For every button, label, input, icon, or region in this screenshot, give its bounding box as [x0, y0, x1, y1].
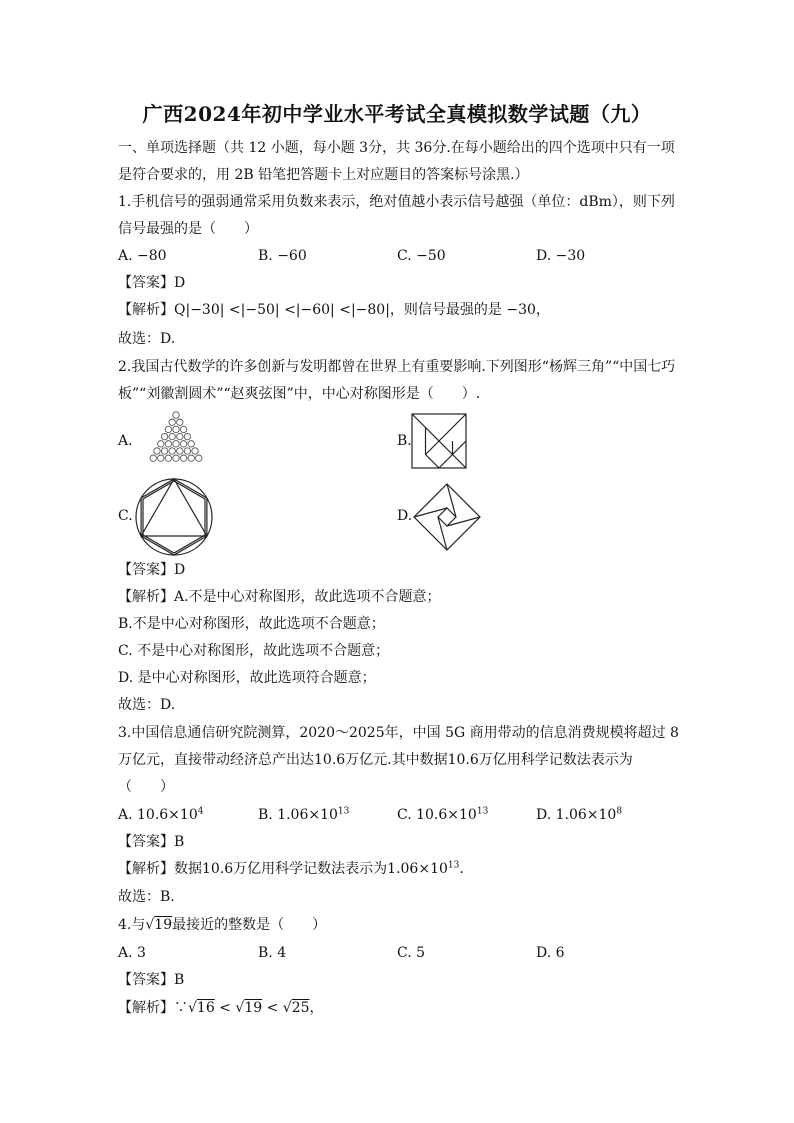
q4-answer: 【答案】B	[118, 972, 185, 988]
q2-label-d: D.	[397, 508, 413, 524]
triangle-circle	[161, 433, 167, 439]
q1-option-c: C. −50	[397, 248, 446, 264]
q3-stem-line3: （ ）	[118, 779, 174, 795]
triangle-circle	[169, 433, 175, 439]
triangle-circle	[169, 448, 175, 454]
page-title: 广西2024年初中学业水平考试全真模拟数学试题（九）	[142, 102, 652, 126]
triangle-circle	[180, 441, 186, 447]
q2-label-b: B.	[397, 433, 412, 449]
sqrt-icon: √	[282, 1000, 292, 1016]
q2-stem-line2: 板”“刘徽割圆术”“赵爽弦图”中，中心对称图形是（ ）.	[118, 386, 481, 402]
q2-stem-line1: 2.我国古代数学的许多创新与发明都曾在世界上有重要影响.下列图形“杨辉三角”“中国七巧	[118, 359, 676, 375]
triangle-circle	[169, 419, 175, 425]
tangram-figure	[410, 412, 468, 470]
triangle-circle	[158, 441, 164, 447]
q2-analysis-a: 【解析】A.不是中心对称图形，故此选项不合题意；	[118, 589, 441, 605]
triangle-circle	[165, 426, 171, 432]
q2-analysis-c: C. 不是中心对称图形，故此选项不合题意；	[118, 643, 390, 659]
triangle-circle	[161, 448, 167, 454]
triangle-circle	[173, 455, 179, 461]
q4-option-b: B. 4	[258, 945, 287, 961]
triangle-circle	[165, 455, 171, 461]
triangle-circle	[188, 455, 194, 461]
q3-analysis: 【解析】数据10.6万亿用科学记数法表示为$1.06\times 10^{13}$.	[118, 860, 464, 877]
sqrt-icon: √	[235, 1000, 245, 1016]
triangle-circle	[180, 455, 186, 461]
q1-option-b: B. −60	[258, 248, 307, 264]
yang-hui-triangle-figure	[136, 410, 216, 466]
q3-answer: 【答案】B	[118, 834, 185, 850]
q1-stem-line2: 信号最强的是（ ）	[118, 221, 258, 237]
q2-analysis-d: D. 是中心对称图形，故此选项符合题意；	[118, 670, 376, 686]
q4-analysis: 【解析】∵√16 < √19 < √25，	[118, 1000, 324, 1016]
triangle-circle	[177, 419, 183, 425]
sqrt-icon: √	[188, 1000, 197, 1016]
liu-hui-circle-figure	[132, 476, 216, 558]
q2-analysis-b: B.不是中心对称图形，故此选项不合题意；	[118, 616, 385, 632]
q1-conclusion: 故选：D.	[118, 331, 176, 347]
q1-stem-line1: 1.手机信号的强弱通常采用负数来表示，绝对值越小表示信号越强（单位：dBm），则下列	[118, 194, 675, 210]
triangle-circle	[154, 448, 160, 454]
q3-stem-line2: 万亿元，直接带动经济总产出达10.6万亿元.其中数据10.6万亿用科学记数法表示为	[118, 752, 633, 768]
q4-stem: 4.与√19最接近的整数是（ ）	[118, 917, 327, 933]
section-instructions-line2: 是符合要求的，用 2B 铅笔把答题卡上对应题目的答案标号涂黑.）	[118, 167, 529, 183]
q1-option-a: A. −80	[118, 248, 167, 264]
q2-label-c: C.	[118, 508, 133, 524]
q1-analysis: 【解析】Q|−30| <|−50| <|−60| <|−80|，则信号最强的是 −30，	[118, 302, 550, 318]
zhao-shuang-figure	[412, 482, 482, 552]
q3-option-b: B. $1.06\times 10^{13}$	[258, 806, 350, 823]
q2-conclusion: 故选：D.	[118, 697, 176, 713]
q1-option-d: D. −30	[536, 248, 586, 264]
triangle-circle	[173, 441, 179, 447]
section-instructions-line1: 一、单项选择题（共 12 小题，每小题 3分，共 36分.在每小题给出的四个选项中只有一项	[118, 140, 675, 156]
triangle-circle	[184, 448, 190, 454]
q3-stem-line1: 3.中国信息通信研究院测算，2020～2025年，中国 5G 商用带动的信息消费规模将超过 8	[118, 725, 679, 741]
triangle-circle	[173, 426, 179, 432]
q1-answer: 【答案】D	[118, 275, 186, 291]
triangle-circle	[165, 441, 171, 447]
triangle-circle	[158, 455, 164, 461]
sqrt-icon: √	[145, 917, 155, 933]
triangle-circle	[196, 455, 202, 461]
q3-conclusion: 故选：B.	[118, 889, 175, 905]
triangle-circle	[173, 412, 179, 418]
q3-option-d: D. $1.06\times 10^8$	[536, 806, 623, 823]
triangle-circle	[184, 433, 190, 439]
triangle-circle	[192, 448, 198, 454]
triangle-circle	[177, 448, 183, 454]
triangle-circle	[177, 433, 183, 439]
triangle-circle	[150, 455, 156, 461]
q4-option-c: C. 5	[397, 945, 426, 961]
q3-option-a: A. $10.6\times 10^4$	[118, 806, 204, 823]
q4-option-d: D. 6	[536, 945, 565, 961]
q2-answer: 【答案】D	[118, 562, 186, 578]
q3-option-c: C. $10.6\times 10^{13}$	[397, 806, 489, 823]
triangle-circle	[180, 426, 186, 432]
triangle-circle	[188, 441, 194, 447]
q2-label-a: A.	[118, 433, 133, 449]
q4-option-a: A. 3	[118, 945, 146, 961]
